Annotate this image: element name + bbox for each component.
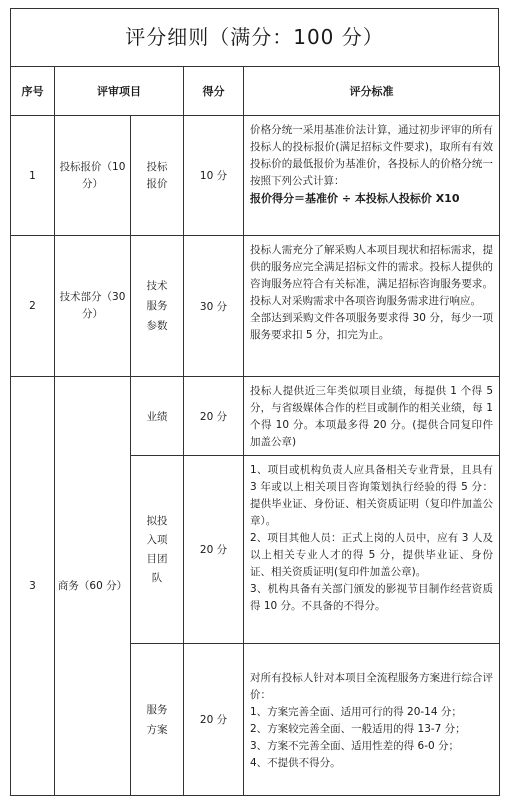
row-category: 商务（60 分） [55, 377, 131, 796]
header-seq: 序号 [11, 67, 55, 116]
row-subitem [131, 116, 184, 236]
header-item: 评审项目 [55, 67, 184, 116]
row-category: 投标报价（10 分） [55, 116, 131, 236]
row-subitem [131, 236, 184, 377]
header-criteria: 评分标准 [244, 67, 500, 116]
header-score: 得分 [184, 67, 244, 116]
subitem-label: 技术服务参数 [146, 280, 168, 332]
row-score: 20 分 [184, 456, 244, 644]
row-seq: 2 [11, 236, 55, 377]
criteria-line: 对所有投标人针对本项目全流程服务方案进行综合评价： [250, 671, 493, 701]
criteria-line: 投标人需充分了解采购人本项目现状和招标需求，提供的服务应完全满足招标文件的需求。投标人提供的咨询服务应符合有关标准，满足招标咨询服务要求。投标人对采购需求中各项咨询服务需求进行响应。 [250, 244, 493, 307]
row-seq: 3 [11, 377, 55, 796]
criteria-line: 1、项目或机构负责人应具备相关专业背景，且具有 3 年或以上相关项目咨询策划执行经验的得 5 分：提供毕业证、身份证、相关资质证明（复印件加盖公章）。 [250, 464, 493, 527]
table-row [11, 377, 500, 456]
table-row [11, 116, 500, 236]
criteria-line: 4、不提供不得分。 [250, 756, 341, 769]
criteria-line: 3、机构具备有关部门颁发的影视节目制作经营资质得 10 分。不具备的不得分。 [250, 583, 493, 612]
criteria-line: 2、项目其他人员：正式上岗的人员中，应有 3 人及以上相关专业人才的得 5 分，提供毕业证、身份证、相关资质证明(复印件加盖公章)。 [250, 532, 493, 578]
table-header-row [11, 67, 500, 116]
row-score: 20 分 [184, 377, 244, 456]
row-criteria [244, 377, 500, 456]
row-subitem [131, 644, 184, 796]
scoring-table [10, 66, 500, 796]
row-criteria [244, 456, 500, 644]
row-criteria [244, 116, 500, 236]
row-subitem [131, 456, 184, 644]
criteria-formula: 报价得分＝基准价 ÷ 本投标人投标价 X10 [250, 192, 460, 205]
criteria-line: 2、方案较完善全面、一般适用的得 13-7 分； [250, 722, 466, 735]
row-score: 20 分 [184, 644, 244, 796]
criteria-line: 价格分统一采用基准价法计算，通过初步评审的所有投标人的投标报价(满足招标文件要求)，取所有有效投标价的最低报价为基准价，各投标人的价格分统一按照下列公式计算： [250, 124, 493, 187]
subitem-label: 服务方案 [146, 703, 168, 736]
criteria-line: 投标人提供近三年类似项目业绩，每提供 1 个得 5 分，与省级媒体合作的栏目或制作的相关业绩，每 1 个得 10 分。本项最多得 20 分。(提供合同复印件加盖公章) [250, 385, 493, 448]
row-seq: 1 [11, 116, 55, 236]
criteria-line: 3、方案不完善全面、适用性差的得 6-0 分； [250, 739, 460, 752]
criteria-line: 1、方案完善全面、适用可行的得 20-14 分； [250, 705, 462, 718]
row-subitem: 业绩 [131, 377, 184, 456]
row-score: 10 分 [184, 116, 244, 236]
row-criteria [244, 236, 500, 377]
row-category: 技术部分（30 分） [55, 236, 131, 377]
criteria-line: 全部达到采购文件各项服务要求得 30 分，每少一项服务要求扣 5 分，扣完为止。 [250, 312, 493, 341]
subitem-label: 投标报价 [146, 160, 168, 190]
row-criteria [244, 644, 500, 796]
page-title: 评分细则（满分：100 分） [10, 8, 499, 66]
row-score: 30 分 [184, 236, 244, 377]
subitem-label: 拟投入项目团队 [146, 514, 168, 584]
table-row [11, 236, 500, 377]
